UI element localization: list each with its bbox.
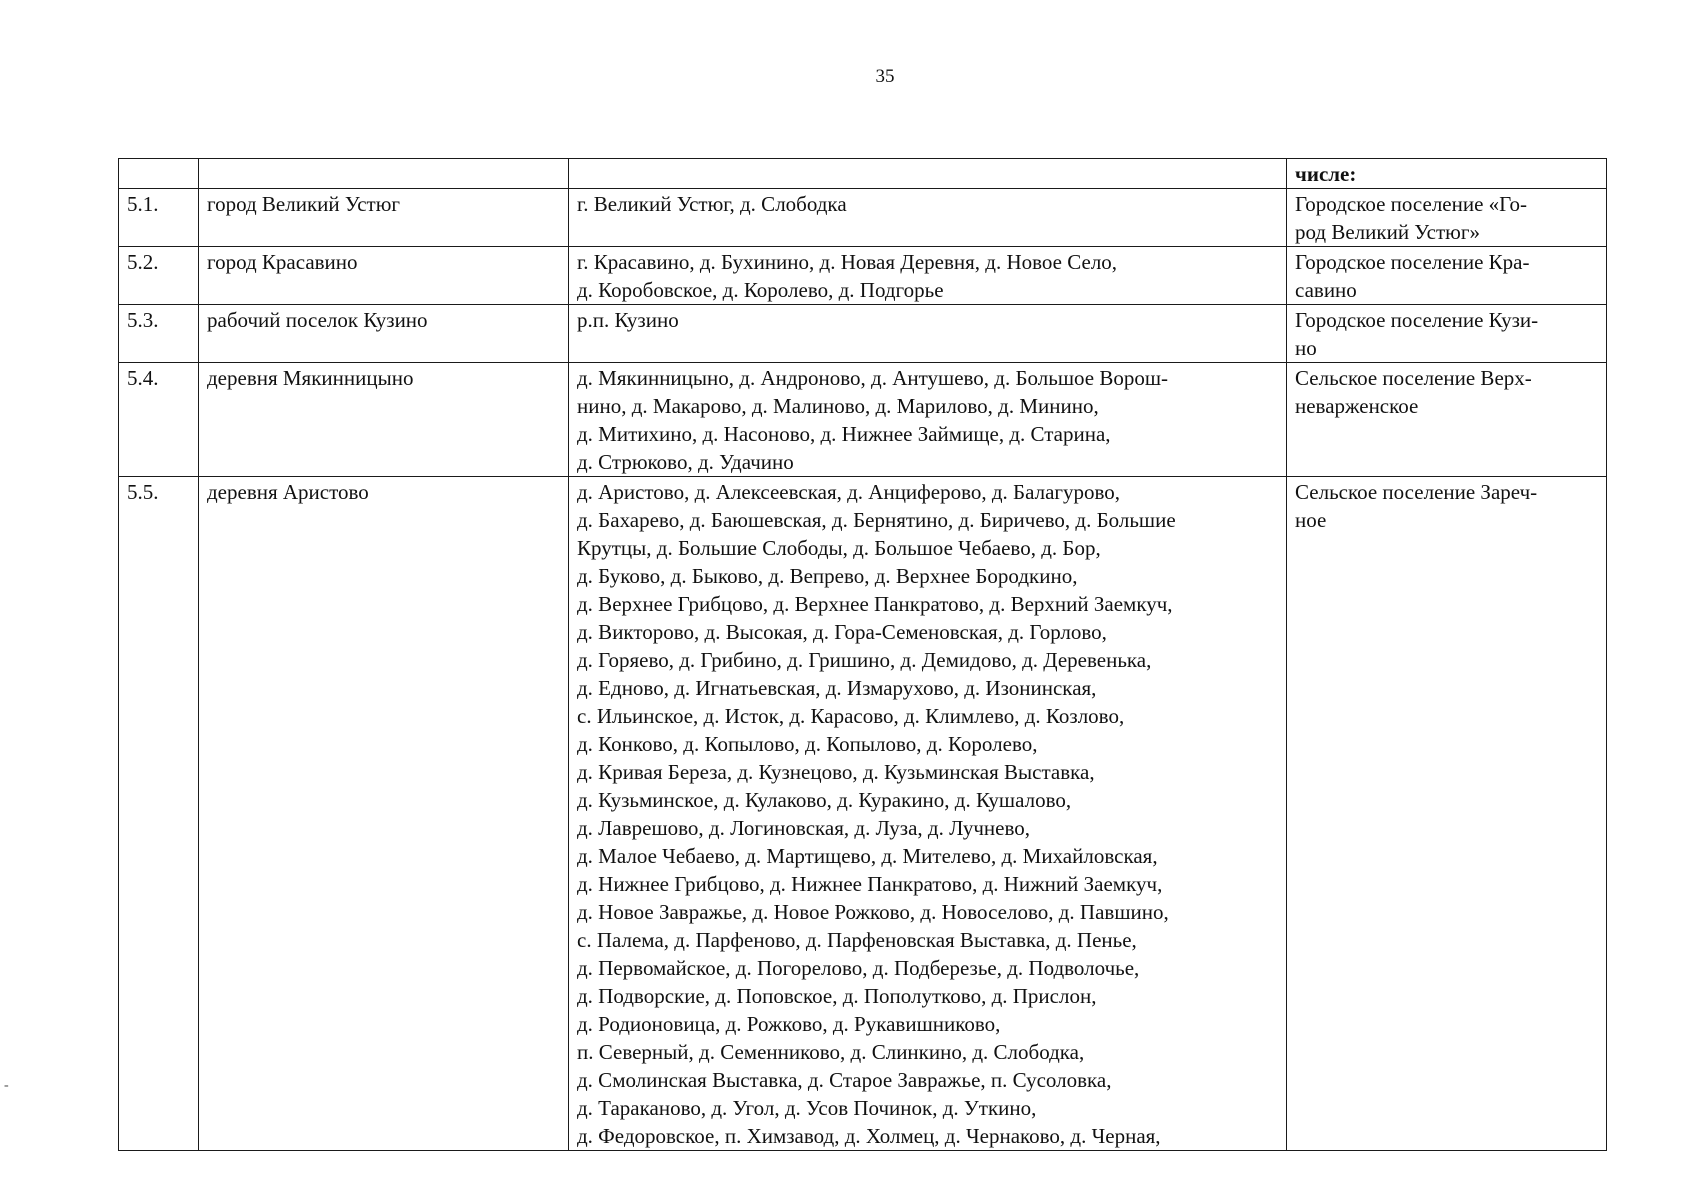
list-line: но — [1295, 336, 1317, 360]
list-line: род Великий Устюг» — [1295, 220, 1480, 244]
list-line: д. Едново, д. Игнатьевская, д. Измарухово, д. Изонинская, — [577, 676, 1097, 700]
municipality-name — [1287, 477, 1607, 1151]
row-number: 5.2. — [119, 247, 199, 305]
list-line: д. Аристово, д. Алексеевская, д. Анциферово, д. Балагурово, — [577, 480, 1121, 504]
list-line: д. Малое Чебаево, д. Мартищево, д. Мителево, д. Михайловская, — [577, 844, 1158, 868]
list-line: д. Коробовское, д. Королево, д. Подгорье — [577, 278, 944, 302]
table-row — [119, 363, 1607, 477]
table-row — [119, 477, 1607, 1151]
list-line: д. Смолинская Выставка, д. Старое Завражье, п. Сусоловка, — [577, 1068, 1112, 1092]
list-line: д. Тараканово, д. Угол, д. Усов Починок, д. Уткино, — [577, 1096, 1037, 1120]
list-line: с. Палема, д. Парфеново, д. Парфеновская Выставка, д. Пенье, — [577, 928, 1137, 952]
admin-center: город Великий Устюг — [199, 189, 569, 247]
list-line: д. Мякинницыно, д. Андроново, д. Антушево, д. Большое Ворош- — [577, 366, 1168, 390]
list-line: п. Северный, д. Семенниково, д. Слинкино, д. Слободка, — [577, 1040, 1085, 1064]
list-line: д. Подворские, д. Поповское, д. Пополутково, д. Прислон, — [577, 984, 1097, 1008]
list-line: р.п. Кузино — [577, 308, 679, 332]
list-line: д. Конково, д. Копылово, д. Копылово, д. Королево, — [577, 732, 1038, 756]
list-line: нино, д. Макарово, д. Малиново, д. Марилово, д. Минино, — [577, 394, 1099, 418]
admin-center: деревня Аристово — [199, 477, 569, 1151]
list-line: д. Нижнее Грибцово, д. Нижнее Панкратово, д. Нижний Заемкуч, — [577, 872, 1163, 896]
settlements-list — [569, 247, 1287, 305]
table-row — [119, 247, 1607, 305]
list-line: д. Викторово, д. Высокая, д. Гора-Семеновская, д. Горлово, — [577, 620, 1107, 644]
row-number: 5.3. — [119, 305, 199, 363]
list-line: Сельское поселение Верх- — [1295, 366, 1532, 390]
list-line: г. Красавино, д. Бухинино, д. Новая Деревня, д. Новое Село, — [577, 250, 1118, 274]
list-line: д. Родионовица, д. Рожково, д. Рукавишниково, — [577, 1012, 1001, 1036]
admin-center: рабочий поселок Кузино — [199, 305, 569, 363]
list-line: д. Стрюково, д. Удачино — [577, 450, 794, 474]
list-line: Сельское поселение Зареч- — [1295, 480, 1538, 504]
admin-center: город Красавино — [199, 247, 569, 305]
table-cell — [199, 159, 569, 189]
list-line: д. Горяево, д. Грибино, д. Гришино, д. Демидово, д. Деревенька, — [577, 648, 1152, 672]
list-line: неварженское — [1295, 394, 1419, 418]
table-continuation-row — [119, 159, 1607, 189]
settlements-list — [569, 363, 1287, 477]
row-number: 5.1. — [119, 189, 199, 247]
municipality-name — [1287, 363, 1607, 477]
table-cell — [569, 159, 1287, 189]
table-row — [119, 189, 1607, 247]
list-line: ное — [1295, 508, 1327, 532]
list-line: д. Новое Завражье, д. Новое Рожково, д. Новоселово, д. Павшино, — [577, 900, 1169, 924]
list-line: д. Лаврешово, д. Логиновская, д. Луза, д. Лучнево, — [577, 816, 1030, 840]
municipality-name — [1287, 189, 1607, 247]
row-number: 5.5. — [119, 477, 199, 1151]
list-line: Крутцы, д. Большие Слободы, д. Большое Чебаево, д. Бор, — [577, 536, 1101, 560]
list-line: д. Бахарево, д. Баюшевская, д. Бернятино, д. Биричево, д. Большие — [577, 508, 1176, 532]
table-cell — [119, 159, 199, 189]
municipality-name — [1287, 247, 1607, 305]
settlements-list — [569, 477, 1287, 1151]
table-row — [119, 305, 1607, 363]
list-line: савино — [1295, 278, 1357, 302]
list-line: д. Кузьминское, д. Кулаково, д. Куракино, д. Кушалово, — [577, 788, 1072, 812]
scan-mark: - — [4, 1078, 9, 1093]
list-line: д. Кривая Береза, д. Кузнецово, д. Кузьминская Выставка, — [577, 760, 1095, 784]
list-line: д. Первомайское, д. Погорелово, д. Подберезье, д. Подволочье, — [577, 956, 1140, 980]
municipality-name — [1287, 305, 1607, 363]
page-number: 35 — [875, 66, 895, 87]
list-line: д. Федоровское, п. Химзавод, д. Холмец, д. Чернаково, д. Черная, — [577, 1124, 1161, 1148]
list-line: Городское поселение Кра- — [1295, 250, 1530, 274]
admin-center: деревня Мякинницыно — [199, 363, 569, 477]
list-line: д. Митихино, д. Насоново, д. Нижнее Займище, д. Старина, — [577, 422, 1111, 446]
row-number: 5.4. — [119, 363, 199, 477]
list-line: Городское поселение «Го- — [1295, 192, 1527, 216]
list-line: с. Ильинское, д. Исток, д. Карасово, д. Климлево, д. Козлово, — [577, 704, 1125, 728]
list-line: д. Верхнее Грибцово, д. Верхнее Панкратово, д. Верхний Заемкуч, — [577, 592, 1173, 616]
settlements-list — [569, 305, 1287, 363]
header-continuation-text: числе: — [1295, 162, 1357, 186]
list-line: д. Буково, д. Быково, д. Вепрево, д. Верхнее Бородкино, — [577, 564, 1078, 588]
list-line: Городское поселение Кузи- — [1295, 308, 1539, 332]
settlements-table — [118, 158, 1607, 1151]
list-line: г. Великий Устюг, д. Слободка — [577, 192, 847, 216]
table-cell — [1287, 159, 1607, 189]
settlements-list — [569, 189, 1287, 247]
